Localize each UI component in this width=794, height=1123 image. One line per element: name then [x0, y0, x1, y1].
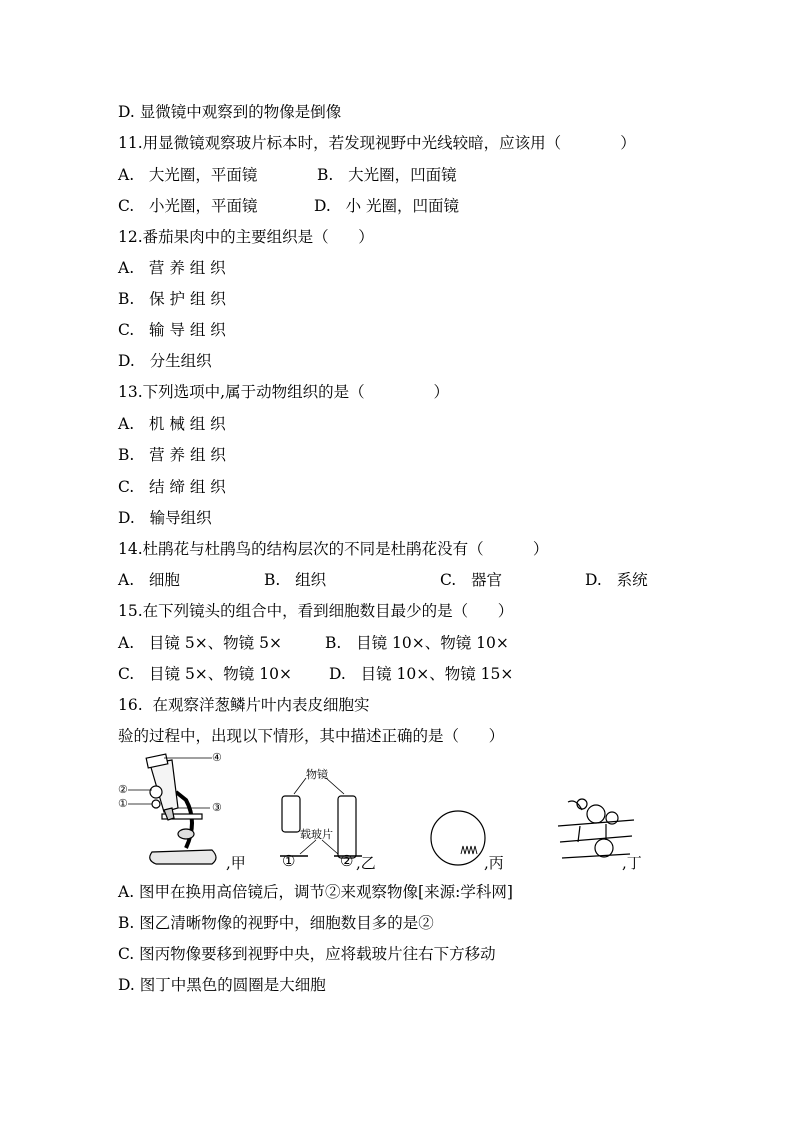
lens-2-marker: ②	[340, 852, 354, 870]
q12-option-d: D. 分生组织	[118, 352, 212, 370]
q13-option-b: B. 营 养 组 织	[118, 446, 226, 464]
q16-option-b: B. 图乙清晰物像的视野中，细胞数目多的是②	[118, 914, 434, 932]
microscope-figure	[116, 752, 226, 870]
marker-1: ①	[118, 797, 128, 810]
question-14: 14.杜鹃花与杜鹃鸟的结构层次的不同是杜鹃花没有（ ）	[118, 540, 549, 558]
marker-3: ③	[212, 801, 222, 814]
q11-option-b: B. 大光圈，凹面镜	[317, 166, 457, 184]
question-13: 13.下列选项中,属于动物组织的是（ ）	[118, 383, 450, 401]
q16-option-d: D. 图丁中黑色的圆圈是大细胞	[118, 976, 326, 994]
figure-yi-label: ,乙	[356, 854, 376, 872]
q12-option-c: C. 输 导 组 织	[118, 321, 226, 339]
question-15: 15.在下列镜头的组合中，看到细胞数目最少的是（ ）	[118, 602, 514, 620]
field-of-view-figure	[430, 808, 490, 868]
q16-option-c: C. 图丙物像要移到视野中央，应将载玻片往右下方移动	[118, 945, 496, 963]
q14-option-a: A. 细胞	[118, 571, 180, 589]
slide-label: 载玻片	[300, 828, 333, 841]
objective-label: 物镜	[306, 768, 328, 781]
q15-option-a: A. 目镜 5×、物镜 5×	[118, 634, 282, 652]
question-16: 16. 在观察洋葱鳞片叶内表皮细胞实	[118, 696, 370, 714]
option-d-line: D. 显微镜中观察到的物像是倒像	[118, 103, 342, 121]
figure-ding-label: ,丁	[622, 854, 642, 872]
marker-4: ④	[212, 751, 222, 764]
question-11: 11.用显微镜观察玻片标本时，若发现视野中光线较暗，应该用（ ）	[118, 134, 636, 152]
question-12: 12.番茄果肉中的主要组织是（ ）	[118, 228, 374, 246]
q14-option-c: C. 器官	[440, 571, 503, 589]
q14-option-b: B. 组织	[264, 571, 327, 589]
q11-option-d: D. 小 光圈，凹面镜	[314, 197, 460, 215]
q12-option-a: A. 营 养 组 织	[118, 259, 226, 277]
figure-bing-label: ,丙	[484, 854, 504, 872]
q13-option-d: D. 输导组织	[118, 509, 212, 527]
figure-jia-label: ,甲	[226, 854, 246, 872]
marker-2: ②	[118, 783, 128, 796]
q12-option-b: B. 保 护 组 织	[118, 290, 226, 308]
q11-option-c: C. 小光圈，平面镜	[118, 197, 258, 215]
question-16-cont: 验的过程中，出现以下情形，其中描述正确的是（ ）	[118, 727, 505, 745]
lens-1-marker: ①	[282, 852, 296, 870]
q15-option-c: C. 目镜 5×、物镜 10×	[118, 665, 292, 683]
q11-option-a: A. 大光圈，平面镜	[118, 166, 258, 184]
q16-option-a: A. 图甲在换用高倍镜后，调节②来观察物像[来源:学科网]	[118, 883, 513, 901]
q15-option-b: B. 目镜 10×、物镜 10×	[325, 634, 509, 652]
q13-option-a: A. 机 械 组 织	[118, 415, 226, 433]
q13-option-c: C. 结 缔 组 织	[118, 478, 226, 496]
q14-option-d: D. 系统	[585, 571, 648, 589]
q15-option-d: D. 目镜 10×、物镜 15×	[329, 665, 514, 683]
